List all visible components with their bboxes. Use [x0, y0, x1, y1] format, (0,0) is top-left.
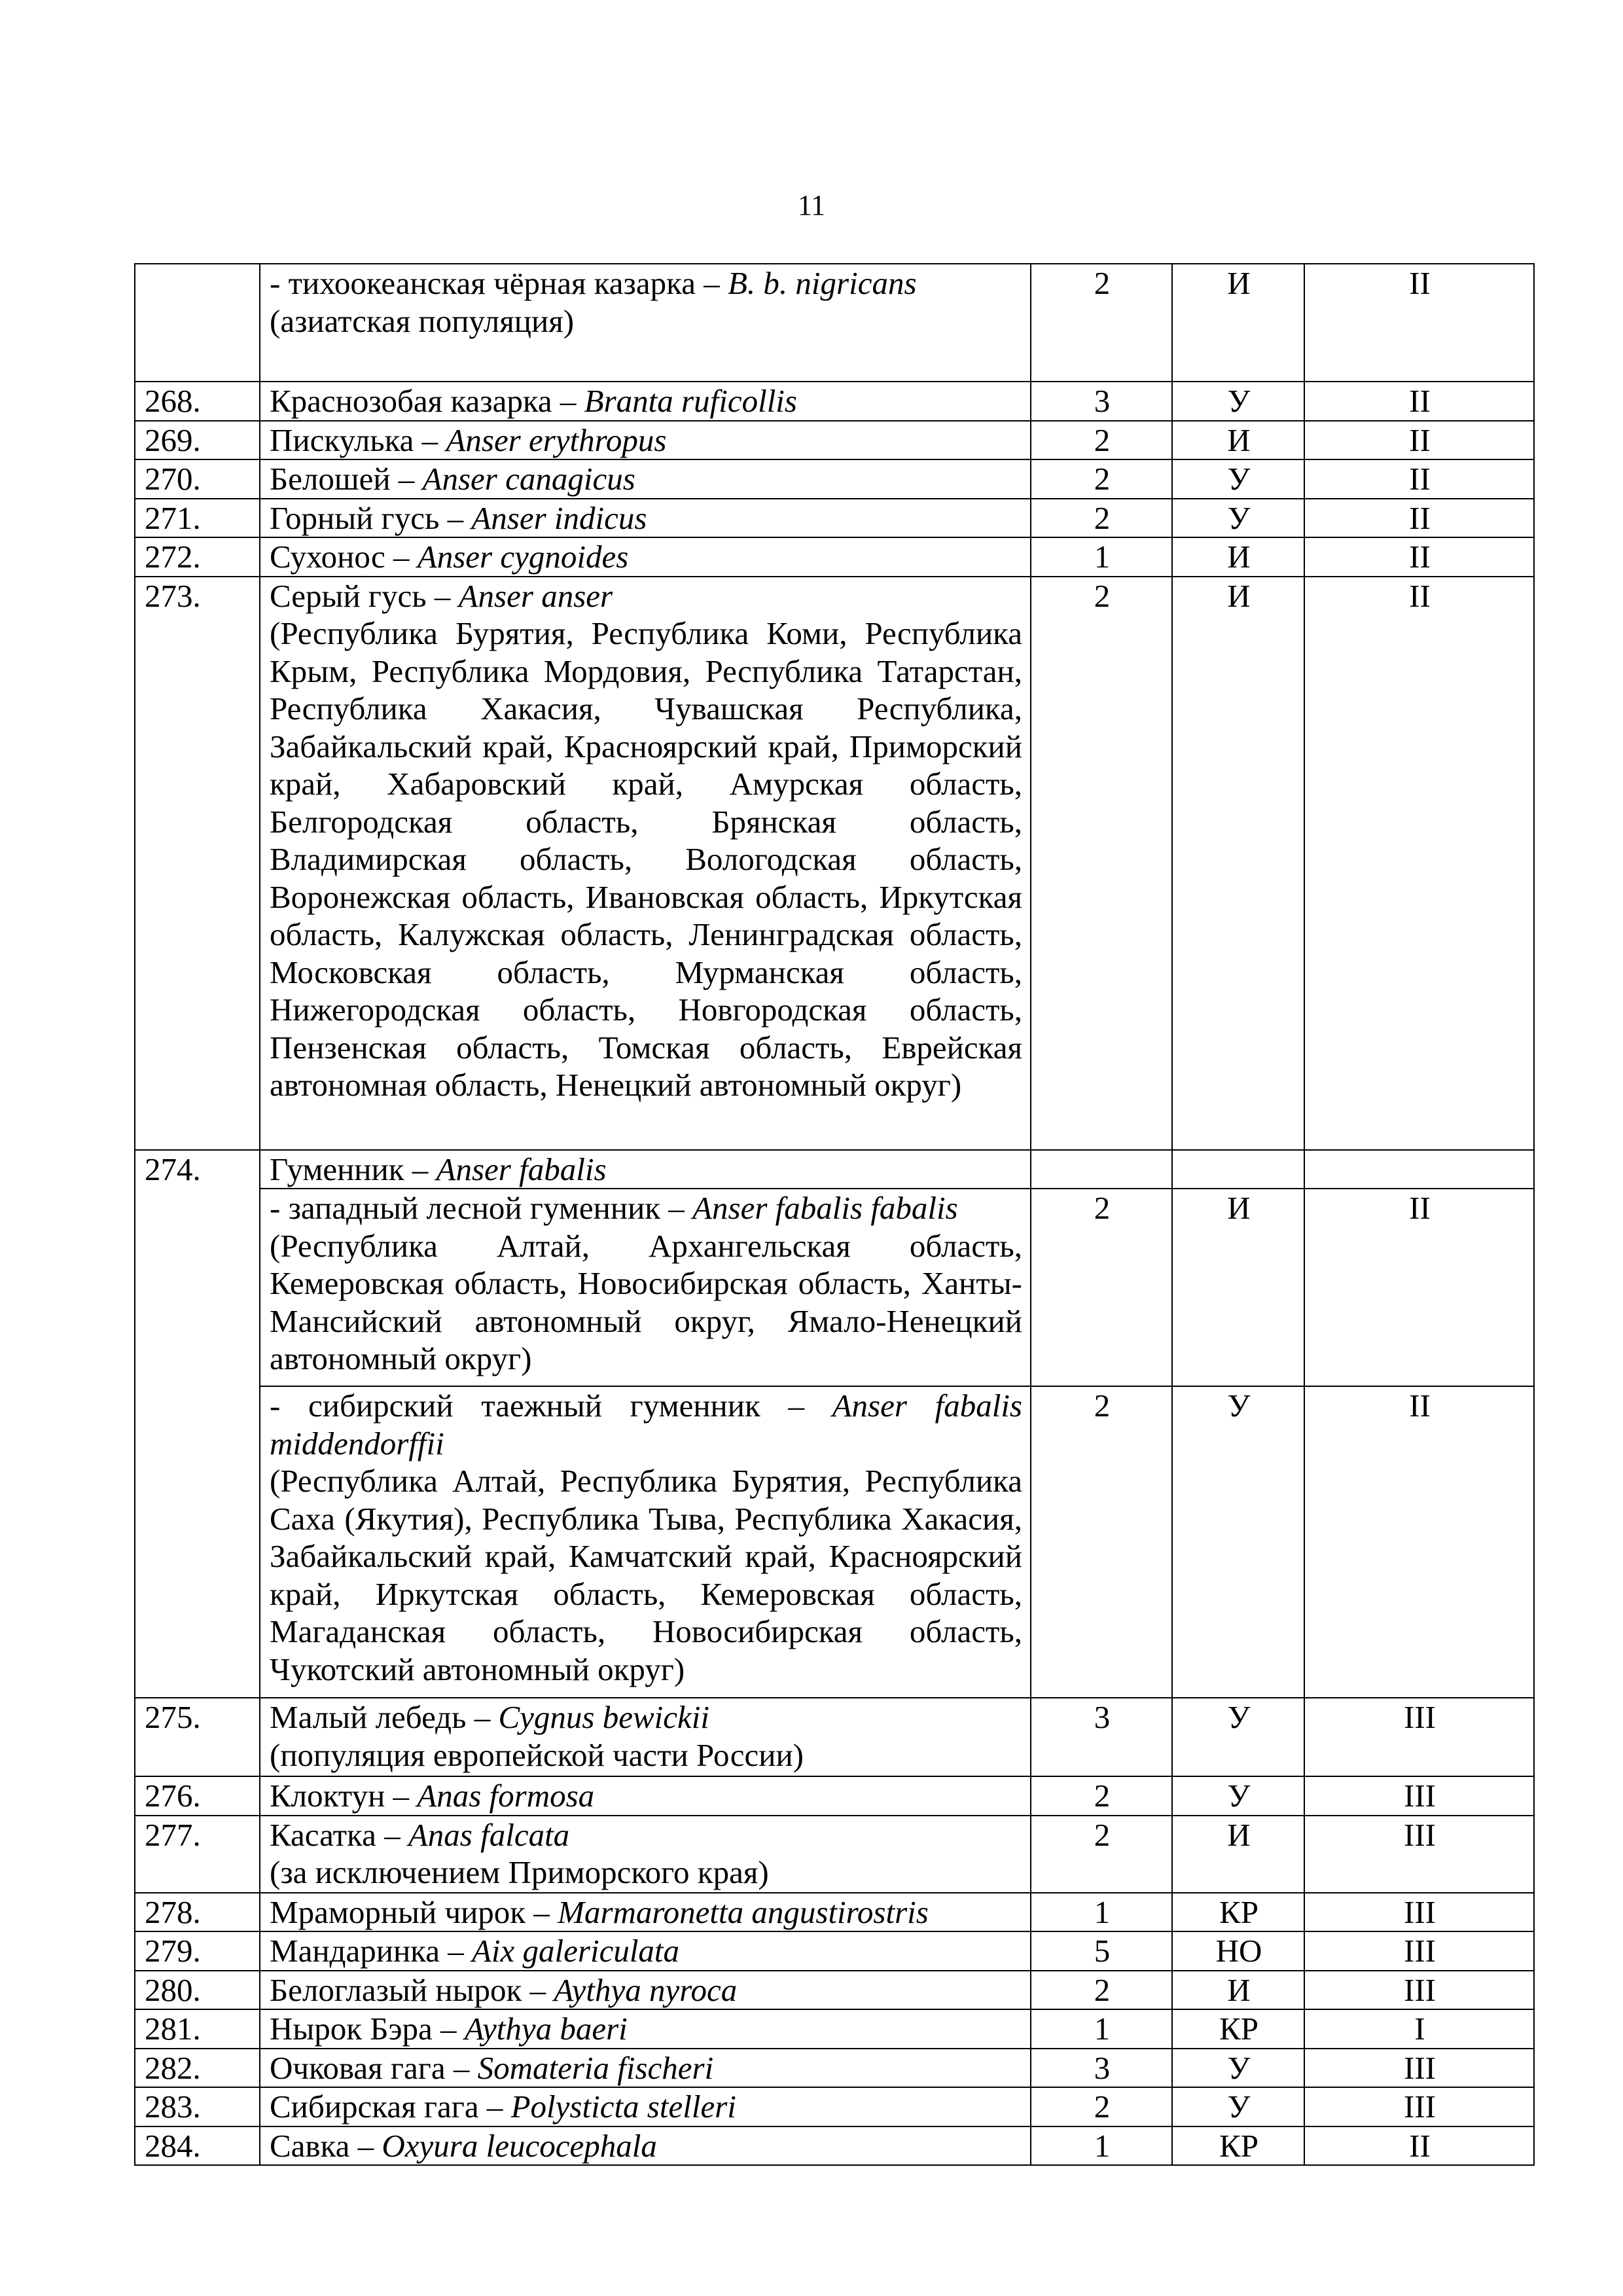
- category-cell: 2: [1031, 1971, 1172, 2010]
- row-number: 268.: [135, 382, 260, 421]
- species-name: Сибирская гага – Polysticta stelleri: [260, 2087, 1031, 2126]
- region-note: (Республика Алтай, Архангельская область, Кемеровская область, Новосибирская область, Ханты-Мансийский автономный округ, Ямало-Ненецкий автономный округ): [270, 1227, 1022, 1376]
- latin-name: Anser indicus: [471, 499, 647, 536]
- region-note: (Республика Бурятия, Республика Коми, Республика Крым, Республика Мордовия, Республика Татарстан, Республика Хакасия, Чувашская Республика, Забайкальский край, Красноярский край, Приморский край, Хабаровский край, Амурская область, Белгородская область, Брянская область, Владимирская область, Вологодская область, Воронежская область, Ивановская область, Иркутская область, Калужская область, Ленинградская область, Московская область, Мурманская область, Нижегородская область, Новгородская область, Пензенская область, Томская область, Еврейская автономная область, Ненецкий автономный округ): [270, 615, 1022, 1103]
- row-number: [135, 264, 260, 382]
- table-row: [135, 1931, 1534, 1971]
- table-row: [135, 1698, 1534, 1776]
- status-cell: КР: [1172, 2126, 1304, 2166]
- table-row: [135, 459, 1534, 499]
- species-name: Горный гусь – Anser indicus: [260, 499, 1031, 538]
- category-cell: 2: [1031, 2087, 1172, 2126]
- row-number: 277.: [135, 1816, 260, 1893]
- priority-cell: III: [1304, 1971, 1534, 2010]
- row-number: 284.: [135, 2126, 260, 2166]
- status-cell: И: [1172, 1971, 1304, 2010]
- latin-name: Marmaronetta angustirostris: [558, 1893, 929, 1930]
- latin-name: Anas falcata: [408, 1816, 570, 1853]
- status-cell: И: [1172, 264, 1304, 382]
- category-cell: 2: [1031, 499, 1172, 538]
- category-cell: 2: [1031, 459, 1172, 499]
- species-name: Мандаринка – Aix galericulata: [260, 1931, 1031, 1971]
- latin-name: Branta ruficollis: [584, 383, 797, 419]
- priority-cell: III: [1304, 2087, 1534, 2126]
- status-cell: И: [1172, 1189, 1304, 1386]
- priority-cell: [1304, 1150, 1534, 1189]
- latin-name: Anser canagicus: [422, 461, 635, 497]
- row-number: 273.: [135, 577, 260, 1150]
- region-note: (за исключением Приморского края): [270, 1854, 769, 1890]
- category-cell: 3: [1031, 1698, 1172, 1776]
- latin-name: Oxyura leucocephala: [382, 2127, 657, 2164]
- status-cell: У: [1172, 2049, 1304, 2088]
- table-row: [135, 2087, 1534, 2126]
- table-row: [135, 1971, 1534, 2010]
- species-name: - западный лесной гуменник – Anser fabalis fabalis (Республика Алтай, Архангельская область, Кемеровская область, Новосибирская область, Ханты-Мансийский автономный округ, Ямало-Ненецкий автономный округ): [260, 1189, 1031, 1386]
- species-name: Клоктун – Anas formosa: [260, 1776, 1031, 1816]
- latin-name: Cygnus bewickii: [498, 1699, 709, 1735]
- region-note: (популяция европейской части России): [270, 1736, 804, 1773]
- latin-name: Aythya nyroca: [554, 1971, 738, 2008]
- species-name: Белоглазый нырок – Aythya nyroca: [260, 1971, 1031, 2010]
- priority-cell: II: [1304, 421, 1534, 460]
- category-cell: 2: [1031, 264, 1172, 382]
- latin-name: B. b. nigricans: [727, 265, 917, 301]
- species-name: Серый гусь – Anser anser (Республика Бурятия, Республика Коми, Республика Крым, Республика Мордовия, Республика Татарстан, Республика Хакасия, Чувашская Республика, Забайкальский край, Красноярский край, Приморский край, Хабаровский край, Амурская область, Белгородская область, Брянская область, Владимирская область, Вологодская область, Воронежская область, Ивановская область, Иркутская область, Калужская область, Ленинградская область, Московская область, Мурманская область, Нижегородская область, Новгородская область, Пензенская область, Томская область, Еврейская автономная область, Ненецкий автономный округ): [260, 577, 1031, 1150]
- region-note: (Республика Алтай, Республика Бурятия, Республика Саха (Якутия), Республика Тыва, Республика Хакасия, Забайкальский край, Камчатский край, Красноярский край, Иркутская область, Кемеровская область, Магаданская область, Новосибирская область, Чукотский автономный округ): [270, 1463, 1022, 1687]
- priority-cell: III: [1304, 1776, 1534, 1816]
- latin-name: Anser anser: [458, 577, 613, 614]
- status-cell: У: [1172, 2087, 1304, 2126]
- priority-cell: II: [1304, 1189, 1534, 1386]
- latin-name: Aix galericulata: [471, 1933, 680, 1969]
- status-cell: У: [1172, 382, 1304, 421]
- category-cell: 2: [1031, 421, 1172, 460]
- row-number: 280.: [135, 1971, 260, 2010]
- table-row: [135, 2126, 1534, 2166]
- status-cell: [1172, 1150, 1304, 1189]
- category-cell: 1: [1031, 1893, 1172, 1932]
- row-number: 275.: [135, 1698, 260, 1776]
- status-cell: КР: [1172, 2009, 1304, 2049]
- species-name: Гуменник – Anser fabalis: [260, 1150, 1031, 1189]
- status-cell: У: [1172, 1776, 1304, 1816]
- species-name: Белошей – Anser canagicus: [260, 459, 1031, 499]
- status-cell: И: [1172, 1816, 1304, 1893]
- latin-name: Anser fabalis: [436, 1151, 607, 1187]
- table-row: [135, 1893, 1534, 1932]
- table-row: [135, 1776, 1534, 1816]
- row-number: 271.: [135, 499, 260, 538]
- table-row: [135, 421, 1534, 460]
- category-cell: 2: [1031, 1189, 1172, 1386]
- category-cell: 5: [1031, 1931, 1172, 1971]
- table-row: [135, 382, 1534, 421]
- latin-name: Somateria fischeri: [477, 2049, 714, 2086]
- category-cell: 2: [1031, 577, 1172, 1150]
- latin-name: Anas formosa: [417, 1778, 595, 1814]
- status-cell: И: [1172, 537, 1304, 577]
- status-cell: У: [1172, 499, 1304, 538]
- category-cell: 1: [1031, 537, 1172, 577]
- priority-cell: II: [1304, 499, 1534, 538]
- species-name: Пискулька – Anser erythropus: [260, 421, 1031, 460]
- latin-name: Polysticta stelleri: [510, 2089, 736, 2125]
- latin-name: Anser erythropus: [446, 422, 667, 458]
- species-name: - сибирский таежный гуменник – Anser fabalis middendorffii (Республика Алтай, Республика Бурятия, Республика Саха (Якутия), Республика Тыва, Республика Хакасия, Забайкальский край, Камчатский край, Красноярский край, Иркутская область, Кемеровская область, Магаданская область, Новосибирская область, Чукотский автономный округ): [260, 1386, 1031, 1698]
- priority-cell: II: [1304, 537, 1534, 577]
- priority-cell: III: [1304, 2049, 1534, 2088]
- table-row: [135, 537, 1534, 577]
- priority-cell: I: [1304, 2009, 1534, 2049]
- species-name: Савка – Oxyura leucocephala: [260, 2126, 1031, 2166]
- status-cell: И: [1172, 577, 1304, 1150]
- row-number: 281.: [135, 2009, 260, 2049]
- category-cell: 3: [1031, 382, 1172, 421]
- priority-cell: III: [1304, 1698, 1534, 1776]
- row-number: 276.: [135, 1776, 260, 1816]
- row-number: 278.: [135, 1893, 260, 1932]
- table-row: [135, 1386, 1534, 1698]
- table-row: [135, 499, 1534, 538]
- priority-cell: III: [1304, 1893, 1534, 1932]
- table-row: [135, 2049, 1534, 2088]
- row-number: 269.: [135, 421, 260, 460]
- species-name: Нырок Бэра – Aythya baeri: [260, 2009, 1031, 2049]
- species-name: Сухонос – Anser cygnoides: [260, 537, 1031, 577]
- table-row: [135, 577, 1534, 1150]
- row-number: 270.: [135, 459, 260, 499]
- table-row: [135, 1189, 1534, 1386]
- category-cell: 1: [1031, 2126, 1172, 2166]
- latin-name: Anser fabalis middendorffii: [270, 1388, 1023, 1462]
- category-cell: [1031, 1150, 1172, 1189]
- species-name: Краснозобая казарка – Branta ruficollis: [260, 382, 1031, 421]
- priority-cell: II: [1304, 2126, 1534, 2166]
- table-row: [135, 1150, 1534, 1189]
- status-cell: КР: [1172, 1893, 1304, 1932]
- status-cell: У: [1172, 459, 1304, 499]
- priority-cell: III: [1304, 1816, 1534, 1893]
- priority-cell: II: [1304, 382, 1534, 421]
- priority-cell: II: [1304, 264, 1534, 382]
- category-cell: 2: [1031, 1776, 1172, 1816]
- priority-cell: II: [1304, 577, 1534, 1150]
- row-number: 274.: [135, 1150, 260, 1698]
- category-cell: 1: [1031, 2009, 1172, 2049]
- species-name: - тихоокеанская чёрная казарка – B. b. nigricans (азиатская популяция): [260, 264, 1031, 382]
- species-name: Мраморный чирок – Marmaronetta angustirostris: [260, 1893, 1031, 1932]
- priority-cell: II: [1304, 1386, 1534, 1698]
- page-number: 11: [797, 189, 826, 221]
- status-cell: НО: [1172, 1931, 1304, 1971]
- latin-name: Anser cygnoides: [417, 539, 629, 575]
- species-name: Малый лебедь – Cygnus bewickii (популяция европейской части России): [260, 1698, 1031, 1776]
- row-number: 282.: [135, 2049, 260, 2088]
- table-row: [135, 264, 1534, 382]
- status-cell: И: [1172, 421, 1304, 460]
- latin-name: Anser fabalis fabalis: [692, 1190, 958, 1226]
- priority-cell: II: [1304, 459, 1534, 499]
- species-table: [134, 263, 1535, 2166]
- category-cell: 2: [1031, 1386, 1172, 1698]
- category-cell: 2: [1031, 1816, 1172, 1893]
- status-cell: У: [1172, 1386, 1304, 1698]
- priority-cell: III: [1304, 1931, 1534, 1971]
- status-cell: У: [1172, 1698, 1304, 1776]
- row-number: 272.: [135, 537, 260, 577]
- table-row: [135, 2009, 1534, 2049]
- row-number: 283.: [135, 2087, 260, 2126]
- species-name: Касатка – Anas falcata (за исключением Приморского края): [260, 1816, 1031, 1893]
- species-name: Очковая гага – Somateria fischeri: [260, 2049, 1031, 2088]
- row-number: 279.: [135, 1931, 260, 1971]
- category-cell: 3: [1031, 2049, 1172, 2088]
- table-row: [135, 1816, 1534, 1893]
- latin-name: Aythya baeri: [464, 2011, 628, 2047]
